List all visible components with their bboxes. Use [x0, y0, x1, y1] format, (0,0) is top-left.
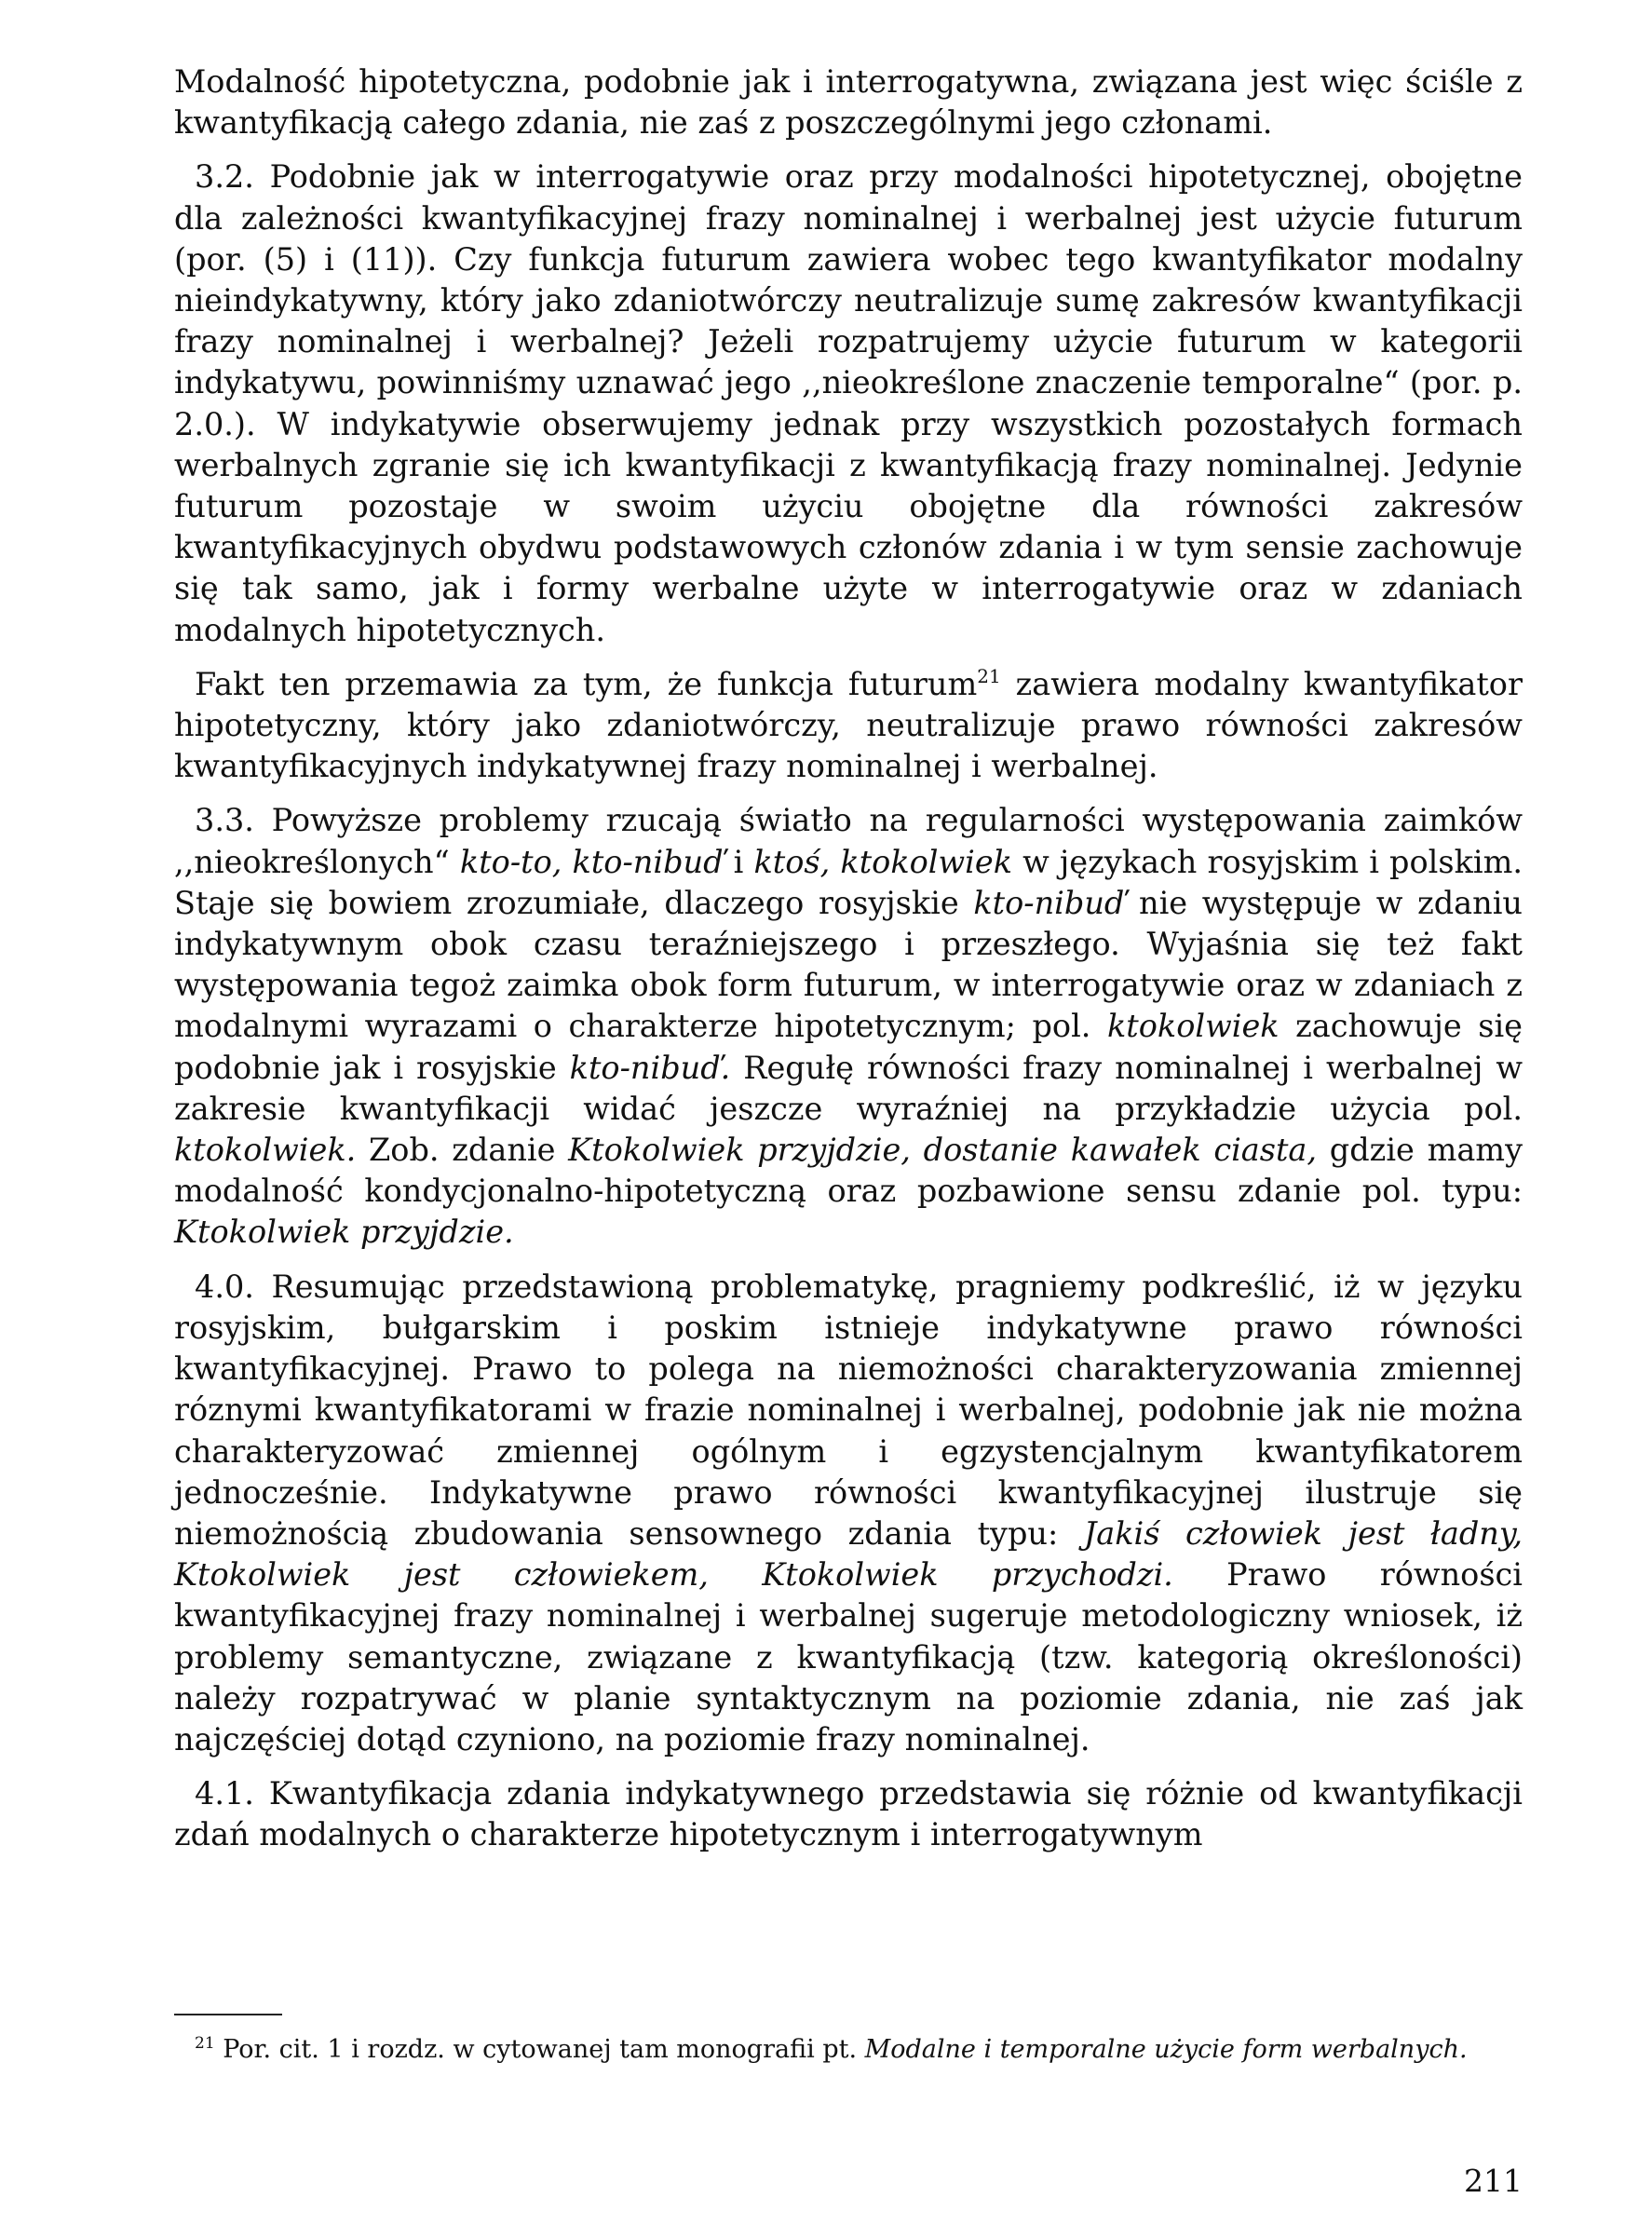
text-run: 4.0. Resumując przedstawioną problematykę, pragniemy podkreślić, iż w języku rosyjskim, bułgarskim i poskim istnieje indykatywne prawo równości kwantyfikacyjnej. Prawo to polega na niemożności charakteryzowania zmiennej róznymi kwantyfikatorami w frazie nominalnej i werbalnej, podobnie jak nie można charakteryzować zmiennej ogólnym i egzystencjalnym kwantyfikatorem jednocześnie. Indykatywne prawo równości kwantyfikacyjnej ilustruje się niemożnością zbudowania sensownego zdania typu: — [174, 1268, 1523, 1552]
italic-text: Jakiś człowiek jest ładny, Ktokolwiek jest człowiekem, Ktokolwiek przychodzi. — [174, 1514, 1523, 1594]
text-run: gdzie mamy modalność kondycjonalno-hipotetyczną oraz pozbawione sensu zdanie pol. typu: — [174, 1132, 1523, 1210]
text-run: zachowuje się podobnie jak i rosyjskie — [174, 1008, 1523, 1086]
text-run: Prawo równości kwantyfikacyjnej frazy nominalnej i werbalnej sugeruje metodologiczny wniosek, iż problemy semantyczne, związane z kwantyfikacją (tzw. kategorią określoności) należy rozpatrywać w planie syntaktycznym na poziomie zdania, nie zaś jak najczęściej dotąd czyniono, na poziomie frazy nominalnej. — [174, 1556, 1523, 1757]
paragraph-0 — [174, 61, 1523, 143]
text-run: 4.1. Kwantyfikacja zdania indykatywnego przedstawia się różnie od kwantyfikacji zdań modalnych o charakterze hipotetycznym i interrogatywnym — [174, 1775, 1523, 1853]
italic-text: kto-nibuď — [973, 884, 1125, 921]
text-run: 3.3. Powyższe problemy rzucają światło na regularności występowania zaimków ,,nieokreślonych“ — [174, 802, 1523, 880]
footnote-ref: 21 — [195, 2034, 215, 2053]
footnote-rule — [174, 2014, 282, 2015]
paragraph-section-3-3 — [174, 800, 1523, 1253]
paragraph-section-3-2 — [174, 156, 1523, 650]
footnote-ref: 21 — [977, 664, 1001, 687]
paragraph-section-4-0 — [174, 1267, 1523, 1760]
text-run: 3.2. Podobnie jak w interrogatywie oraz przy modalności hipotetycznej, obojętne dla zależności kwantyfikacyjnej frazy nominalnej i werbalnej jest użycie futurum (por. (5) i (11)). Czy funkcja futurum zawiera wobec tego kwantyfikator modalny nieindykatywny, który jako zdaniotwórczy neutralizuje sumę zakresów kwantyfikacji frazy nominalnej i werbalnej? Jeżeli rozpatrujemy użycie futurum w kategorii indykatywu, powinniśmy uznawać jego ,,nieokreślone znaczenie temporalne“ (por. p. 2.0.). W indykatywie obserwujemy jednak przy wszystkich pozostałych formach werbalnych zgranie się ich kwantyfikacji z kwantyfikacją frazy nominalnej. Jedynie futurum pozostaje w swoim użyciu obojętne dla równości zakresów kwantyfikacyjnych obydwu podstawowych członów zdania i w tym sensie zachowuje się tak samo, jak i formy werbalne użyte w interrogatywie oraz w zdaniach modalnych hipotetycznych. — [174, 158, 1523, 648]
text-run: w językach rosyjskim i polskim. Staje się bowiem zrozumiałe, dlaczego rosyjskie — [174, 843, 1523, 921]
text-run: Regułę równości frazy nominalnej i werbalnej w zakresie kwantyfikacji widać jeszcze wyraźniej na przykładzie użycia pol. — [174, 1049, 1523, 1127]
paragraph-section-4-1 — [174, 1773, 1523, 1855]
italic-text: Ktokolwiek przyjdzie, dostanie kawałek ciasta, — [568, 1132, 1318, 1169]
page-body — [174, 61, 1523, 1856]
italic-text: kto-to, kto-nibuď — [459, 843, 724, 880]
italic-text: ktokolwiek — [1106, 1008, 1280, 1045]
text-run: nie występuje w zdaniu indykatywnym obok czasu teraźniejszego i przeszłego. Wyjaśnia się też fakt występowania tegoż zaimka obok form futurum, w interrogatywie oraz w zdaniach z modalnymi wyrazami o charakterze hipotetycznym; pol. — [174, 884, 1523, 1045]
text-run: i — [723, 843, 754, 880]
paragraph-futurum-conclusion — [174, 664, 1523, 788]
italic-text: kto-nibuď. — [569, 1049, 731, 1086]
page-number: 211 — [1464, 2163, 1523, 2199]
text-run: Por. cit. 1 i rozdz. w cytowanej tam monografii pt. — [214, 2035, 865, 2064]
text-run: zawiera modalny kwantyfikator hipotetyczny, który jako zdaniotwórczy, neutralizuje prawo równości zakresów kwantyfikacyjnych indykatywnej frazy nominalnej i werbalnej. — [174, 665, 1523, 785]
text-run: Fakt ten przemawia za tym, że funkcja futurum — [195, 665, 978, 702]
italic-text: ktoś, ktokolwiek — [753, 843, 1013, 880]
text-run: Modalność hipotetyczna, podobnie jak i interrogatywna, związana jest więc ściśle z kwantyfikacją całego zdania, nie zaś z poszczególnymi jego członami. — [174, 63, 1523, 142]
italic-text: Ktokolwiek przyjdzie. — [174, 1214, 514, 1251]
italic-text: ktokolwiek. — [174, 1132, 357, 1169]
footnote-21 — [174, 2032, 1523, 2068]
italic-text: Modalne i temporalne użycie form werbalnych. — [864, 2035, 1468, 2064]
text-run: Zob. zdanie — [356, 1132, 569, 1169]
